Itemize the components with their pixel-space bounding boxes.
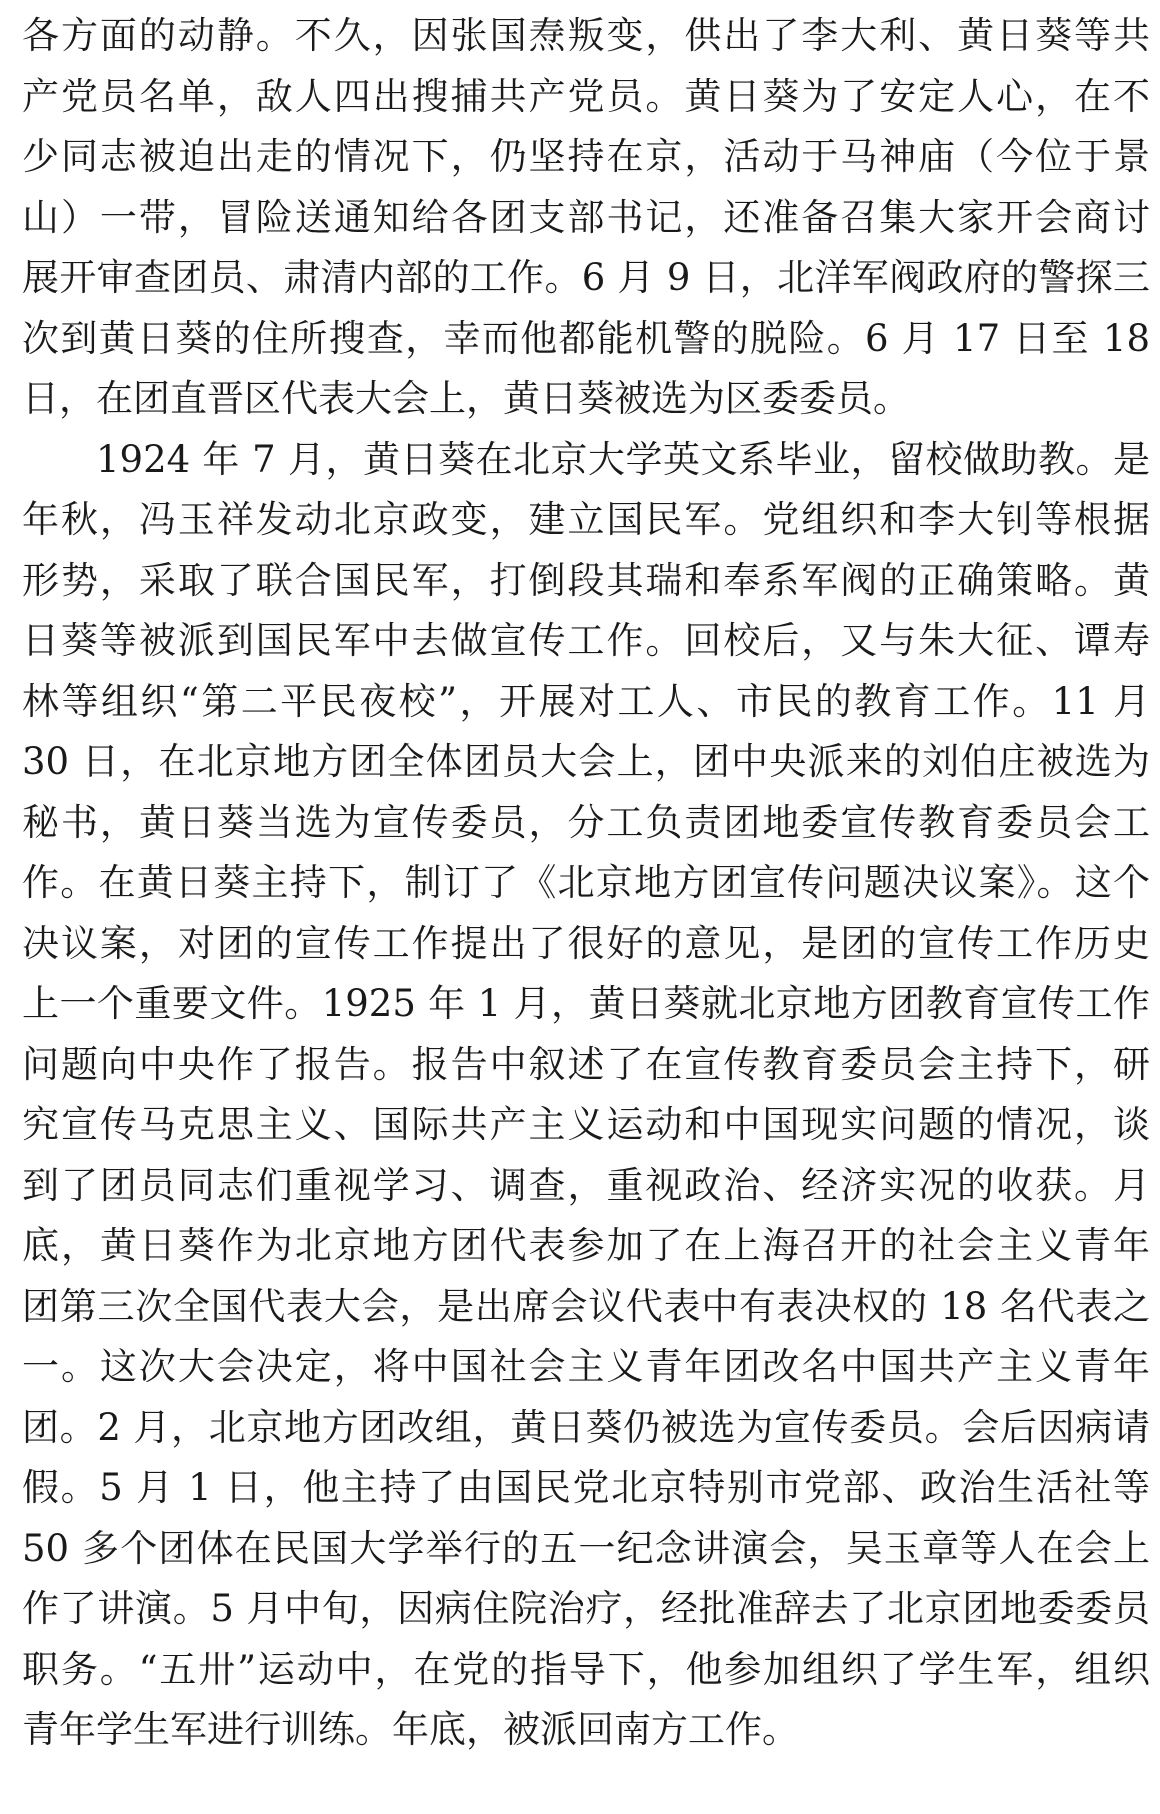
paragraph-2	[22, 430, 1150, 1761]
text-line: 上一个重要文件。1925 年 1 月，黄日葵就北京地方团教育宣传工作	[22, 982, 1150, 1025]
text-line: 一。这次大会决定，将中国社会主义青年团改名中国共产主义青年	[22, 1345, 1150, 1388]
text-line: 究宣传马克思主义、国际共产主义运动和中国现实问题的情况，谈	[22, 1103, 1150, 1146]
text-line: 次到黄日葵的住所搜查，幸而他都能机警的脱险。6 月 17 日至 18	[22, 316, 1150, 360]
text-line: 底，黄日葵作为北京地方团代表参加了在上海召开的社会主义青年	[22, 1224, 1150, 1267]
text-line: 团第三次全国代表大会，是出席会议代表中有表决权的 18 名代表之	[22, 1284, 1150, 1328]
text-line: 50 多个团体在民国大学举行的五一纪念讲演会，吴玉章等人在会上	[22, 1526, 1150, 1570]
text-line: 问题向中央作了报告。报告中叙述了在宣传教育委员会主持下，研	[22, 1042, 1150, 1086]
text-line: 团。2 月，北京地方团改组，黄日葵仍被选为宣传委员。会后因病请	[22, 1405, 1150, 1449]
text-line: 日，在团直晋区代表大会上，黄日葵被选为区委委员。	[22, 377, 910, 420]
text-line: 产党员名单，敌人四出搜捕共产党员。黄日葵为了安定人心，在不	[22, 74, 1150, 118]
text-line: 少同志被迫出走的情况下，仍坚持在京，活动于马神庙（今位于景	[22, 135, 1150, 178]
text-line: 各方面的动静。不久，因张国焘叛变，供出了李大利、黄日葵等共	[22, 14, 1150, 57]
text-line: 到了团员同志们重视学习、调查，重视政治、经济实况的收获。月	[22, 1163, 1150, 1207]
text-line: 林等组织“第二平民夜校”，开展对工人、市民的教育工作。11 月	[22, 679, 1150, 723]
text-line: 决议案，对团的宣传工作提出了很好的意见，是团的宣传工作历史	[22, 921, 1150, 965]
text-line: 展开审查团员、肃清内部的工作。6 月 9 日，北洋军阀政府的警探三	[22, 256, 1150, 299]
text-line: 1924 年 7 月，黄日葵在北京大学英文系毕业，留校做助教。是	[96, 437, 1150, 481]
text-line: 职务。“五卅”运动中，在党的指导下，他参加组织了学生军，组织	[22, 1647, 1150, 1691]
paragraph-1	[22, 6, 1150, 430]
text-line: 30 日，在北京地方团全体团员大会上，团中央派来的刘伯庄被选为	[22, 740, 1150, 783]
text-line: 作了讲演。5 月中旬，因病住院治疗，经批准辞去了北京团地委委员	[22, 1587, 1150, 1630]
text-line: 假。5 月 1 日，他主持了由国民党北京特别市党部、政治生活社等	[22, 1466, 1150, 1509]
text-line: 秘书，黄日葵当选为宣传委员，分工负责团地委宣传教育委员会工	[22, 800, 1150, 844]
text-line: 日葵等被派到国民军中去做宣传工作。回校后，又与朱大征、谭寿	[22, 619, 1150, 662]
text-line: 青年学生军进行训练。年底，被派回南方工作。	[22, 1708, 799, 1751]
text-line: 形势，采取了联合国民军，打倒段其瑞和奉系军阀的正确策略。黄	[22, 558, 1150, 602]
text-line: 山）一带，冒险送通知给各团支部书记，还准备召集大家开会商讨	[22, 195, 1150, 239]
text-line: 作。在黄日葵主持下，制订了《北京地方团宣传问题决议案》。这个	[22, 861, 1150, 904]
text-line: 年秋，冯玉祥发动北京政变，建立国民军。党组织和李大钊等根据	[22, 498, 1150, 541]
